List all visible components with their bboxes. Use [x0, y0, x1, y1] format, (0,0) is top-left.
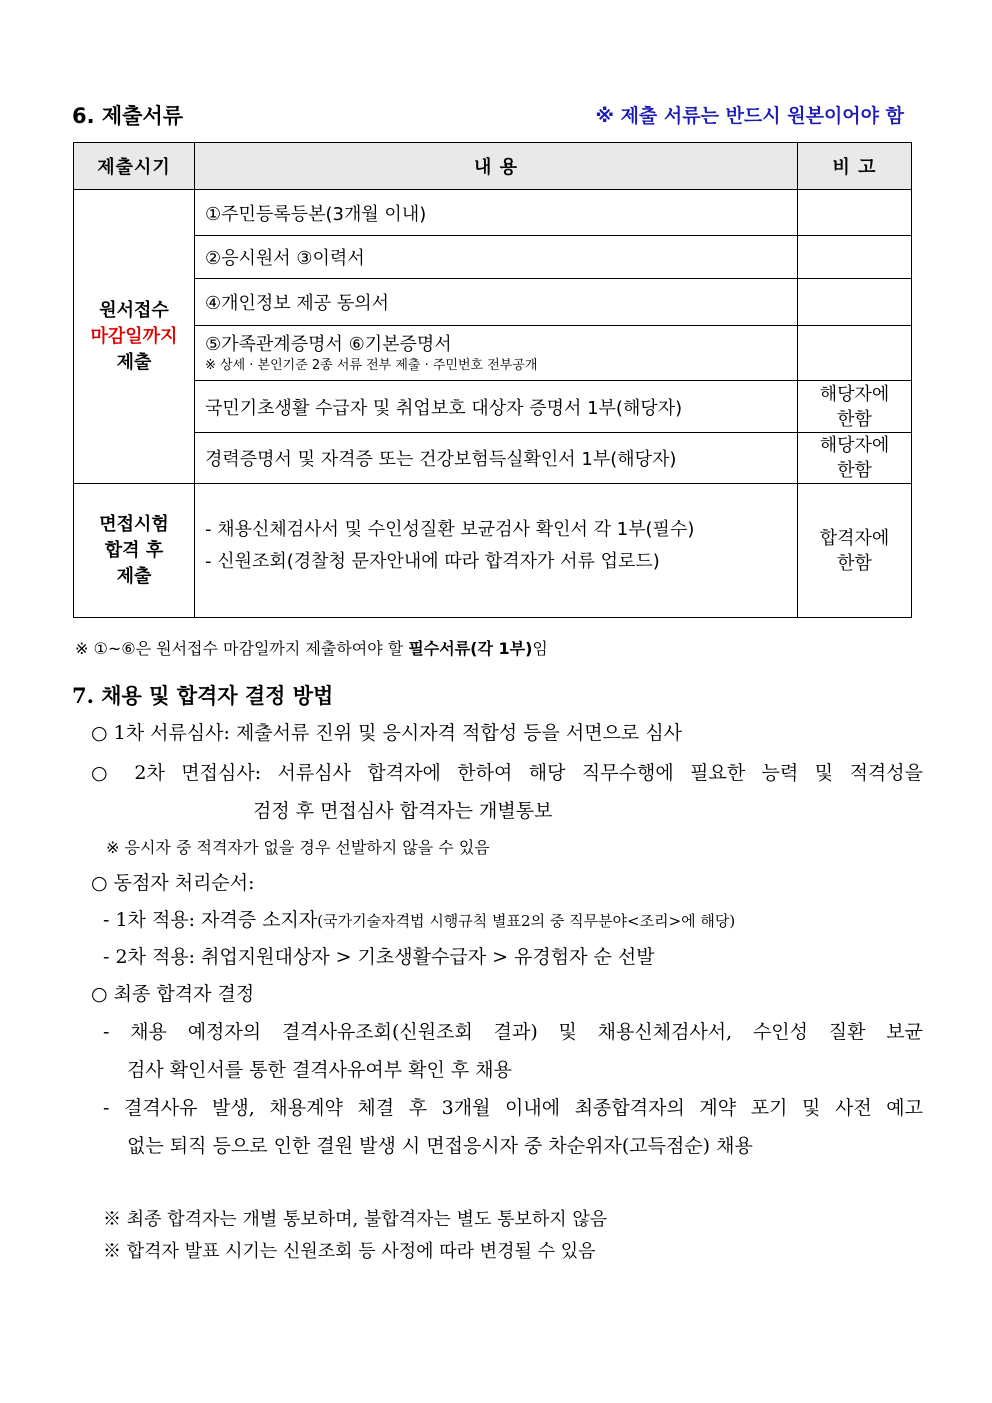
final-decision-rule-1-line2: 검사 확인서를 통한 결격사유여부 확인 후 채용 — [127, 1059, 512, 1081]
required-documents-footnote — [75, 636, 548, 659]
category-line: 원서접수 — [99, 299, 169, 321]
category-after-interview — [74, 484, 195, 618]
row-content — [195, 484, 798, 618]
row-content-main: ⑤가족관계증명서 ⑥기본증명서 — [205, 334, 452, 355]
row-remark — [798, 190, 912, 236]
final-decision-rule-2-line1: - 결격사유 발생, 채용계약 체결 후 3개월 이내에 최종합격자의 계약 포기 및 사전 예고 — [103, 1097, 923, 1119]
footnote-suffix: 임 — [532, 639, 548, 658]
final-decision-title: ○ 최종 합격자 결정 — [91, 983, 255, 1005]
submission-documents-table — [73, 142, 912, 618]
tie-break-rule-1-main: - 1차 적용: 자격증 소지자 — [103, 909, 318, 931]
table-row — [74, 326, 912, 381]
tie-break-rule-2: - 2차 적용: 취업지원대상자 > 기초생활수급자 > 유경험자 순 선발 — [103, 946, 655, 968]
original-documents-notice: ※ 제출 서류는 반드시 원본이어야 함 — [595, 105, 904, 127]
table-row — [74, 279, 912, 326]
remark-line: 한함 — [837, 408, 872, 430]
individual-notice-note: ※ 최종 합격자는 개별 통보하며, 불합격자는 별도 통보하지 않음 — [103, 1209, 608, 1230]
remark-line: 한함 — [837, 552, 872, 574]
category-application-deadline — [74, 190, 195, 484]
row-content: ②응시원서 ③이력서 — [195, 236, 798, 279]
tie-break-title: ○ 동점자 처리순서: — [91, 872, 255, 894]
remark-line: 해당자에 — [819, 383, 890, 405]
row-content-line: - 신원조회(경찰청 문자안내에 따라 합격자가 서류 업로드) — [205, 551, 660, 572]
row-remark — [798, 484, 912, 618]
stage-1-document-review: ○ 1차 서류심사: 제출서류 진위 및 응시자격 적합성 등을 서면으로 심사 — [91, 722, 683, 744]
row-content-subnote: ※ 상세 · 본인기준 2종 서류 전부 제출 · 주민번호 전부공개 — [205, 358, 538, 373]
header-timing: 제출시기 — [74, 143, 195, 190]
row-remark — [798, 236, 912, 279]
table-row — [74, 433, 912, 484]
table-header-row — [74, 143, 912, 190]
table-row — [74, 484, 912, 618]
table-row — [74, 381, 912, 433]
section-7-heading: 7. 채용 및 합격자 결정 방법 — [72, 683, 334, 708]
header-content: 내 용 — [195, 143, 798, 190]
row-content: 국민기초생활 수급자 및 취업보호 대상자 증명서 1부(해당자) — [195, 381, 798, 433]
final-decision-rule-1-line1: - 채용 예정자의 결격사유조회(신원조회 결과) 및 채용신체검사서, 수인성 질환 보균 — [103, 1021, 923, 1043]
section-6-heading: 6. 제출서류 — [72, 104, 184, 128]
remark-line: 해당자에 — [819, 435, 890, 456]
remark-line: 합격자에 — [819, 527, 890, 549]
row-content: ④개인정보 제공 동의서 — [195, 279, 798, 326]
final-decision-rule-2-line2: 없는 퇴직 등으로 인한 결원 발생 시 면접응시자 중 차순위자(고득점순) 채용 — [127, 1135, 753, 1157]
tie-break-rule-1 — [103, 905, 735, 932]
category-line: 제출 — [116, 351, 152, 373]
stage-2-interview-line1: ○ 2차 면접심사: 서류심사 합격자에 한하여 해당 직무수행에 필요한 능력 및 적격성을 — [91, 762, 923, 784]
header-remark: 비 고 — [798, 143, 912, 190]
table-row — [74, 236, 912, 279]
category-line: 면접시험 — [99, 513, 169, 535]
footnote-bold: 필수서류(각 1부) — [408, 639, 533, 658]
row-remark — [798, 381, 912, 433]
no-qualified-note: ※ 응시자 중 적격자가 없을 경우 선발하지 않을 수 있음 — [106, 838, 490, 857]
row-remark — [798, 326, 912, 381]
category-line: 제출 — [116, 565, 152, 587]
row-content — [195, 326, 798, 381]
row-remark — [798, 433, 912, 484]
tie-break-rule-1-detail: (국가기술자격법 시행규칙 별표2의 중 직무분야<조리>에 해당) — [317, 912, 736, 930]
table-row — [74, 190, 912, 236]
announcement-change-note: ※ 합격자 발표 시기는 신원조회 등 사정에 따라 변경될 수 있음 — [103, 1241, 596, 1262]
row-content: ①주민등록등본(3개월 이내) — [195, 190, 798, 236]
row-remark — [798, 279, 912, 326]
category-line: 합격 후 — [104, 539, 164, 561]
category-line-emphasis: 마감일까지 — [90, 325, 178, 347]
stage-2-interview-line2: 검정 후 면접심사 합격자는 개별통보 — [253, 800, 553, 822]
row-content-line: - 채용신체검사서 및 수인성질환 보균검사 확인서 각 1부(필수) — [205, 519, 695, 540]
row-content: 경력증명서 및 자격증 또는 건강보험득실확인서 1부(해당자) — [195, 433, 798, 484]
remark-line: 한함 — [837, 460, 872, 481]
footnote-prefix: ※ ①~⑥은 원서접수 마감일까지 제출하여야 할 — [75, 639, 409, 658]
